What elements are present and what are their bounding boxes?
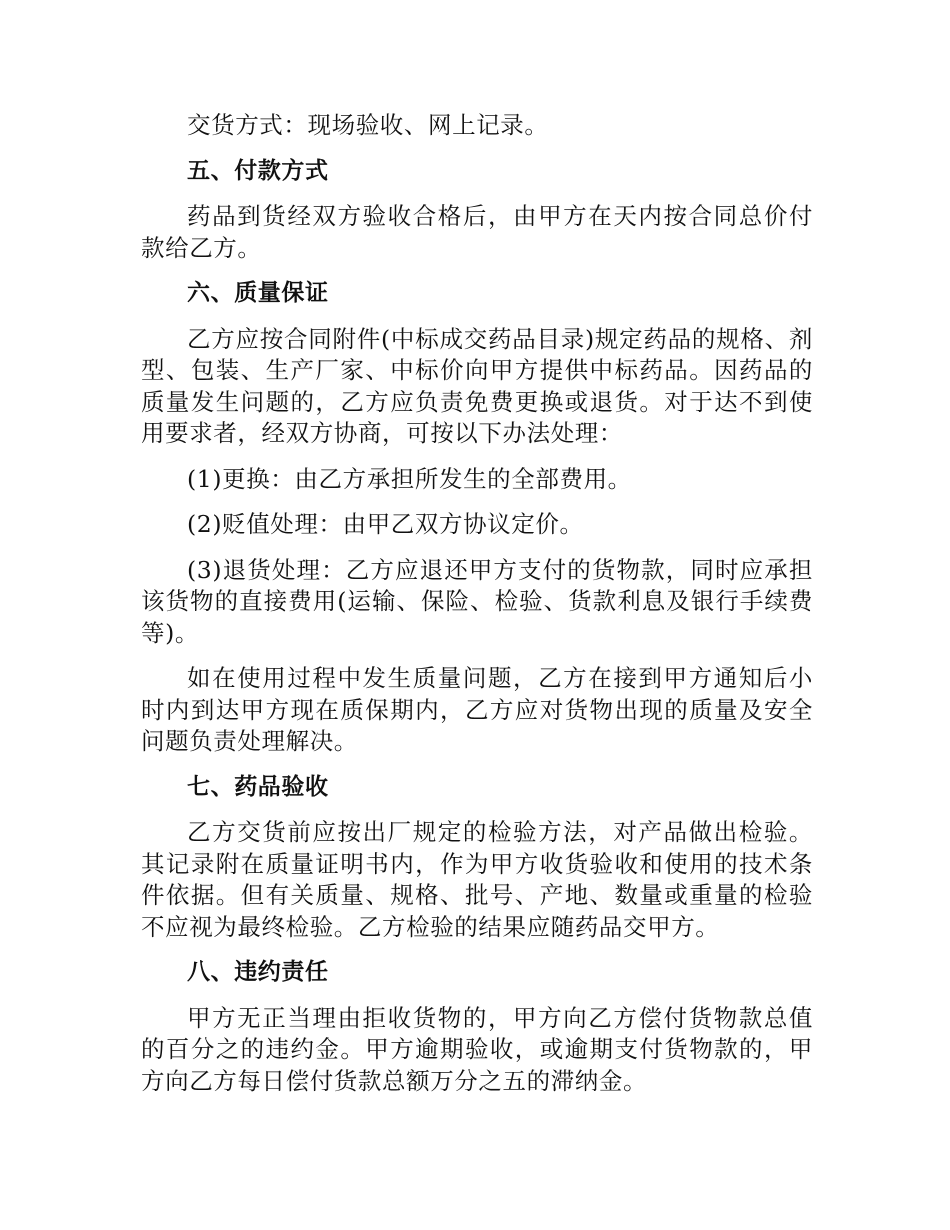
quality-option-return: (3)退货处理：乙方应退还甲方支付的货物款，同时应承担该货物的直接费用(运输、保险、检验、货款利息及银行手续费等)。 <box>141 555 813 647</box>
quality-option-depreciation: (2)贬值处理：由甲乙双方协议定价。 <box>187 510 584 538</box>
quality-issue-paragraph: 如在使用过程中发生质量问题，乙方在接到甲方通知后小时内到达甲方现在质保期内，乙方应对货物出现的质量及安全问题负责处理解决。 <box>141 664 813 755</box>
delivery-method-paragraph: 交货方式：现场验收、网上记录。 <box>187 111 549 139</box>
section-heading-acceptance: 七、药品验收 <box>187 773 329 800</box>
document-page <box>141 110 813 1111</box>
quality-guarantee-paragraph: 乙方应按合同附件(中标成交药品目录)规定药品的规格、剂型、包装、生产厂家、中标价向甲方提供中标药品。因药品的质量发生问题的，乙方应负责免费更换或退货。对于达不到使用要求者，经双方协商，可按以下办法处理： <box>141 324 813 447</box>
section-heading-payment: 五、付款方式 <box>187 157 329 184</box>
quality-option-replace: (1)更换：由乙方承担所发生的全部费用。 <box>187 464 632 493</box>
payment-terms-paragraph: 药品到货经双方验收合格后，由甲方在天内按合同总价付款给乙方。 <box>141 202 813 262</box>
section-heading-quality: 六、质量保证 <box>187 280 329 306</box>
acceptance-paragraph: 乙方交货前应按出厂规定的检验方法，对产品做出检验。其记录附在质量证明书内，作为甲方收货验收和使用的技术条件依据。但有关质量、规格、批号、产地、数量或重量的检验不应视为最终检验。乙方检验的结果应随药品交甲方。 <box>141 818 813 941</box>
liability-paragraph: 甲方无正当理由拒收货物的，甲方向乙方偿付货物款总值的百分之的违约金。甲方逾期验收，或逾期支付货物款的，甲方向乙方每日偿付货款总额万分之五的滞纳金。 <box>141 1003 813 1095</box>
section-heading-liability: 八、违约责任 <box>187 959 329 985</box>
